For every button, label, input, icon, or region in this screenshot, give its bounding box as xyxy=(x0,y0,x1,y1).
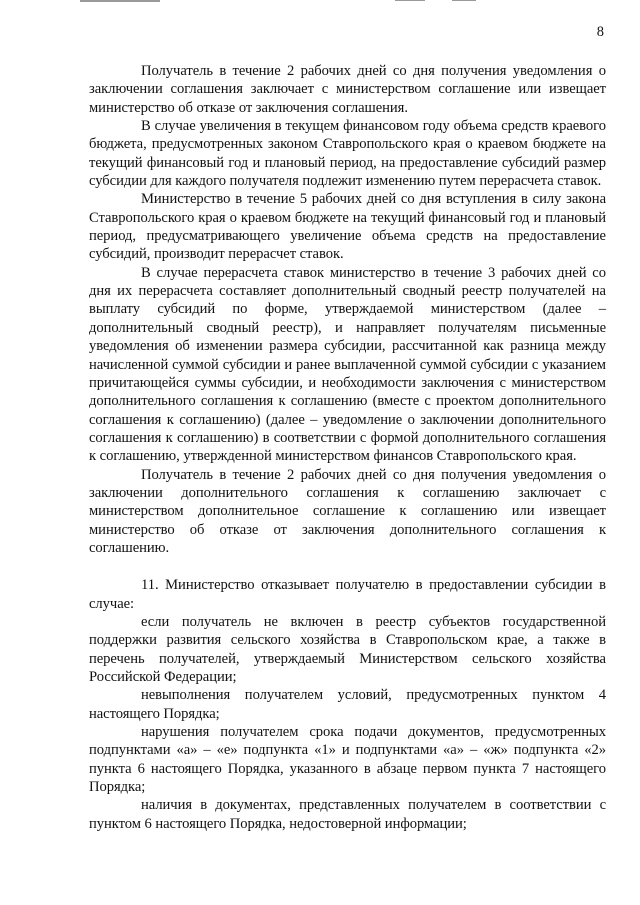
scan-edge-mark xyxy=(80,0,160,2)
list-paragraph: если получатель не включен в реестр субъектов государственной поддержки развития сельского хозяйства в Ставропольском крае, а также в перечень получателей, утверждаемый Министерством сельского хозяйства Российской Федерации; xyxy=(89,613,606,685)
scan-edge-mark xyxy=(452,0,476,1)
paragraph: В случае увеличения в текущем финансовом году объема средств краевого бюджета, предусмотренных законом Ставропольского края о краевом бюджете на текущий финансовый год и плановый период, на предоставление субсидий размер субсидии для каждого получателя подлежит изменению путем перерасчета ставок. xyxy=(89,118,606,190)
paragraph: В случае перерасчета ставок министерство в течение 3 рабочих дней со дня их перерасчета составляет дополнительный сводный реестр получателей на выплату субсидий по форме, утверждаемой министерством (далее – дополнительный сводный реестр), и направляет получателям письменные уведомления об изменении размера субсидии, рассчитанной как разница между начисленной суммой субсидии и ранее выплаченной суммой субсидии с указанием причитающейся суммы субсидии, и необходимости заключения с министерством дополнительного соглашения к соглашению (вместе с проектом дополнительного соглашения к соглашению) (далее – уведомление о заключении дополнительного соглашения к соглашению) в соответствии с формой дополнительного соглашения к соглашению, утвержденной министерством финансов Ставропольского края. xyxy=(89,264,606,465)
paragraph: Получатель в течение 2 рабочих дней со дня получения уведомления о заключении дополнительного соглашения к соглашению заключает с министерством дополнительное соглашение к соглашению или извещает министерство об отказе от заключения дополнительного соглашения к соглашению. xyxy=(89,466,606,556)
page-number: 8 xyxy=(596,24,604,40)
scan-edge-mark xyxy=(395,0,425,1)
section-heading-paragraph: 11. Министерство отказывает получателю в предоставлении субсидии в случае: xyxy=(89,577,606,612)
list-paragraph: нарушения получателем срока подачи документов, предусмотренных подпунктами «а» – «е» подпункта «1» и подпунктами «а» – «ж» подпункта «2» пункта 6 настоящего Порядка, указанного в абзаце первом пункта 7 настоящего Порядка; xyxy=(89,724,606,796)
paragraph-gap xyxy=(89,557,606,576)
list-paragraph: наличия в документах, представленных получателем в соответствии с пунктом 6 настоящего Порядка, недостоверной информации; xyxy=(89,797,606,832)
paragraph: Министерство в течение 5 рабочих дней со дня вступления в силу закона Ставропольского края о краевом бюджете на текущий финансовый год и плановый период, предусматривающего увеличение объема средств на предоставление субсидий, производит перерасчет ставок. xyxy=(89,191,606,263)
list-paragraph: невыполнения получателем условий, предусмотренных пунктом 4 настоящего Порядка; xyxy=(89,687,606,722)
paragraph: Получатель в течение 2 рабочих дней со дня получения уведомления о заключении соглашения заключает с министерством соглашение или извещает министерство об отказе от заключения соглашения. xyxy=(89,63,606,116)
document-body xyxy=(89,62,606,833)
